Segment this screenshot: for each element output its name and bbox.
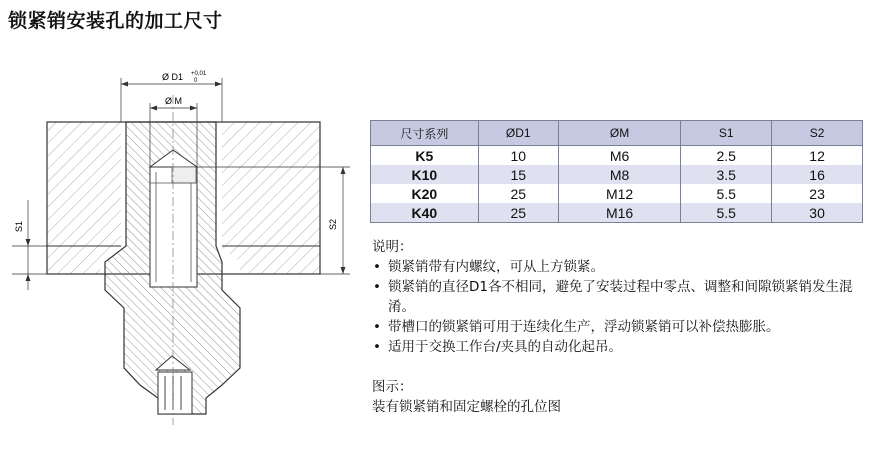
cell-series: K20	[371, 184, 479, 203]
notes-section	[372, 237, 872, 357]
note-text: 带槽口的锁紧销可用于连续化生产，浮动锁紧销可以补偿热膨胀。	[388, 319, 780, 335]
list-item	[372, 337, 872, 357]
dimension-table	[370, 120, 863, 223]
cell-d1: 10	[478, 146, 558, 166]
header-d1: ØD1	[478, 121, 558, 146]
cell-series: K5	[371, 146, 479, 166]
cell-d1: 25	[478, 203, 558, 223]
technical-drawing	[0, 40, 360, 470]
bullet-icon: •	[373, 279, 381, 295]
bullet-icon: •	[373, 259, 381, 275]
notes-list	[372, 257, 872, 357]
header-s2: S2	[772, 121, 863, 146]
header-s1: S1	[681, 121, 772, 146]
cell-m: M16	[558, 203, 680, 223]
list-item	[372, 317, 872, 337]
cell-s2: 16	[772, 165, 863, 184]
list-item	[372, 277, 872, 317]
cell-series: K10	[371, 165, 479, 184]
cell-series: K40	[371, 203, 479, 223]
dim-s2-label: S2	[328, 218, 338, 230]
table-row	[371, 184, 863, 203]
cell-s1: 2.5	[681, 146, 772, 166]
figure-caption: 装有锁紧销和固定螺栓的孔位图	[372, 399, 561, 415]
bullet-icon: •	[373, 339, 381, 355]
cell-d1: 25	[478, 184, 558, 203]
bullet-icon: •	[373, 319, 381, 335]
list-item	[372, 257, 872, 277]
cell-m: M6	[558, 146, 680, 166]
note-text: 适用于交换工作台/夹具的自动化起吊。	[388, 339, 623, 355]
cell-s2: 23	[772, 184, 863, 203]
table-row	[371, 146, 863, 166]
cell-d1: 15	[478, 165, 558, 184]
figure-heading: 图示：	[372, 379, 413, 395]
cell-m: M8	[558, 165, 680, 184]
table-row	[371, 203, 863, 223]
header-m: ØM	[558, 121, 680, 146]
cell-s1: 5.5	[681, 184, 772, 203]
figure-section	[372, 377, 561, 417]
note-text: 锁紧销带有内螺纹，可从上方锁紧。	[388, 259, 604, 275]
note-text: 锁紧销的直径D1各不相同，避免了安装过程中零点、调整和间隙锁紧销发生混淆。	[388, 279, 853, 315]
table-header-row	[371, 121, 863, 146]
table-row	[371, 165, 863, 184]
dim-s1-label: S1	[14, 220, 24, 232]
cell-s1: 3.5	[681, 165, 772, 184]
cell-s2: 12	[772, 146, 863, 166]
dim-d1-tol-upper: +0,01	[191, 71, 207, 77]
dim-m-label: Ø M	[165, 96, 182, 106]
dim-d1-label: Ø D1	[162, 72, 184, 82]
page-title: 锁紧销安装孔的加工尺寸	[8, 10, 223, 32]
cell-s1: 5.5	[681, 203, 772, 223]
notes-heading: 说明：	[372, 239, 413, 255]
cell-s2: 30	[772, 203, 863, 223]
dim-d1-tol-lower: 0	[194, 78, 198, 84]
header-size-series: 尺寸系列	[371, 121, 479, 146]
cell-m: M12	[558, 184, 680, 203]
dimension-s1	[12, 200, 47, 290]
